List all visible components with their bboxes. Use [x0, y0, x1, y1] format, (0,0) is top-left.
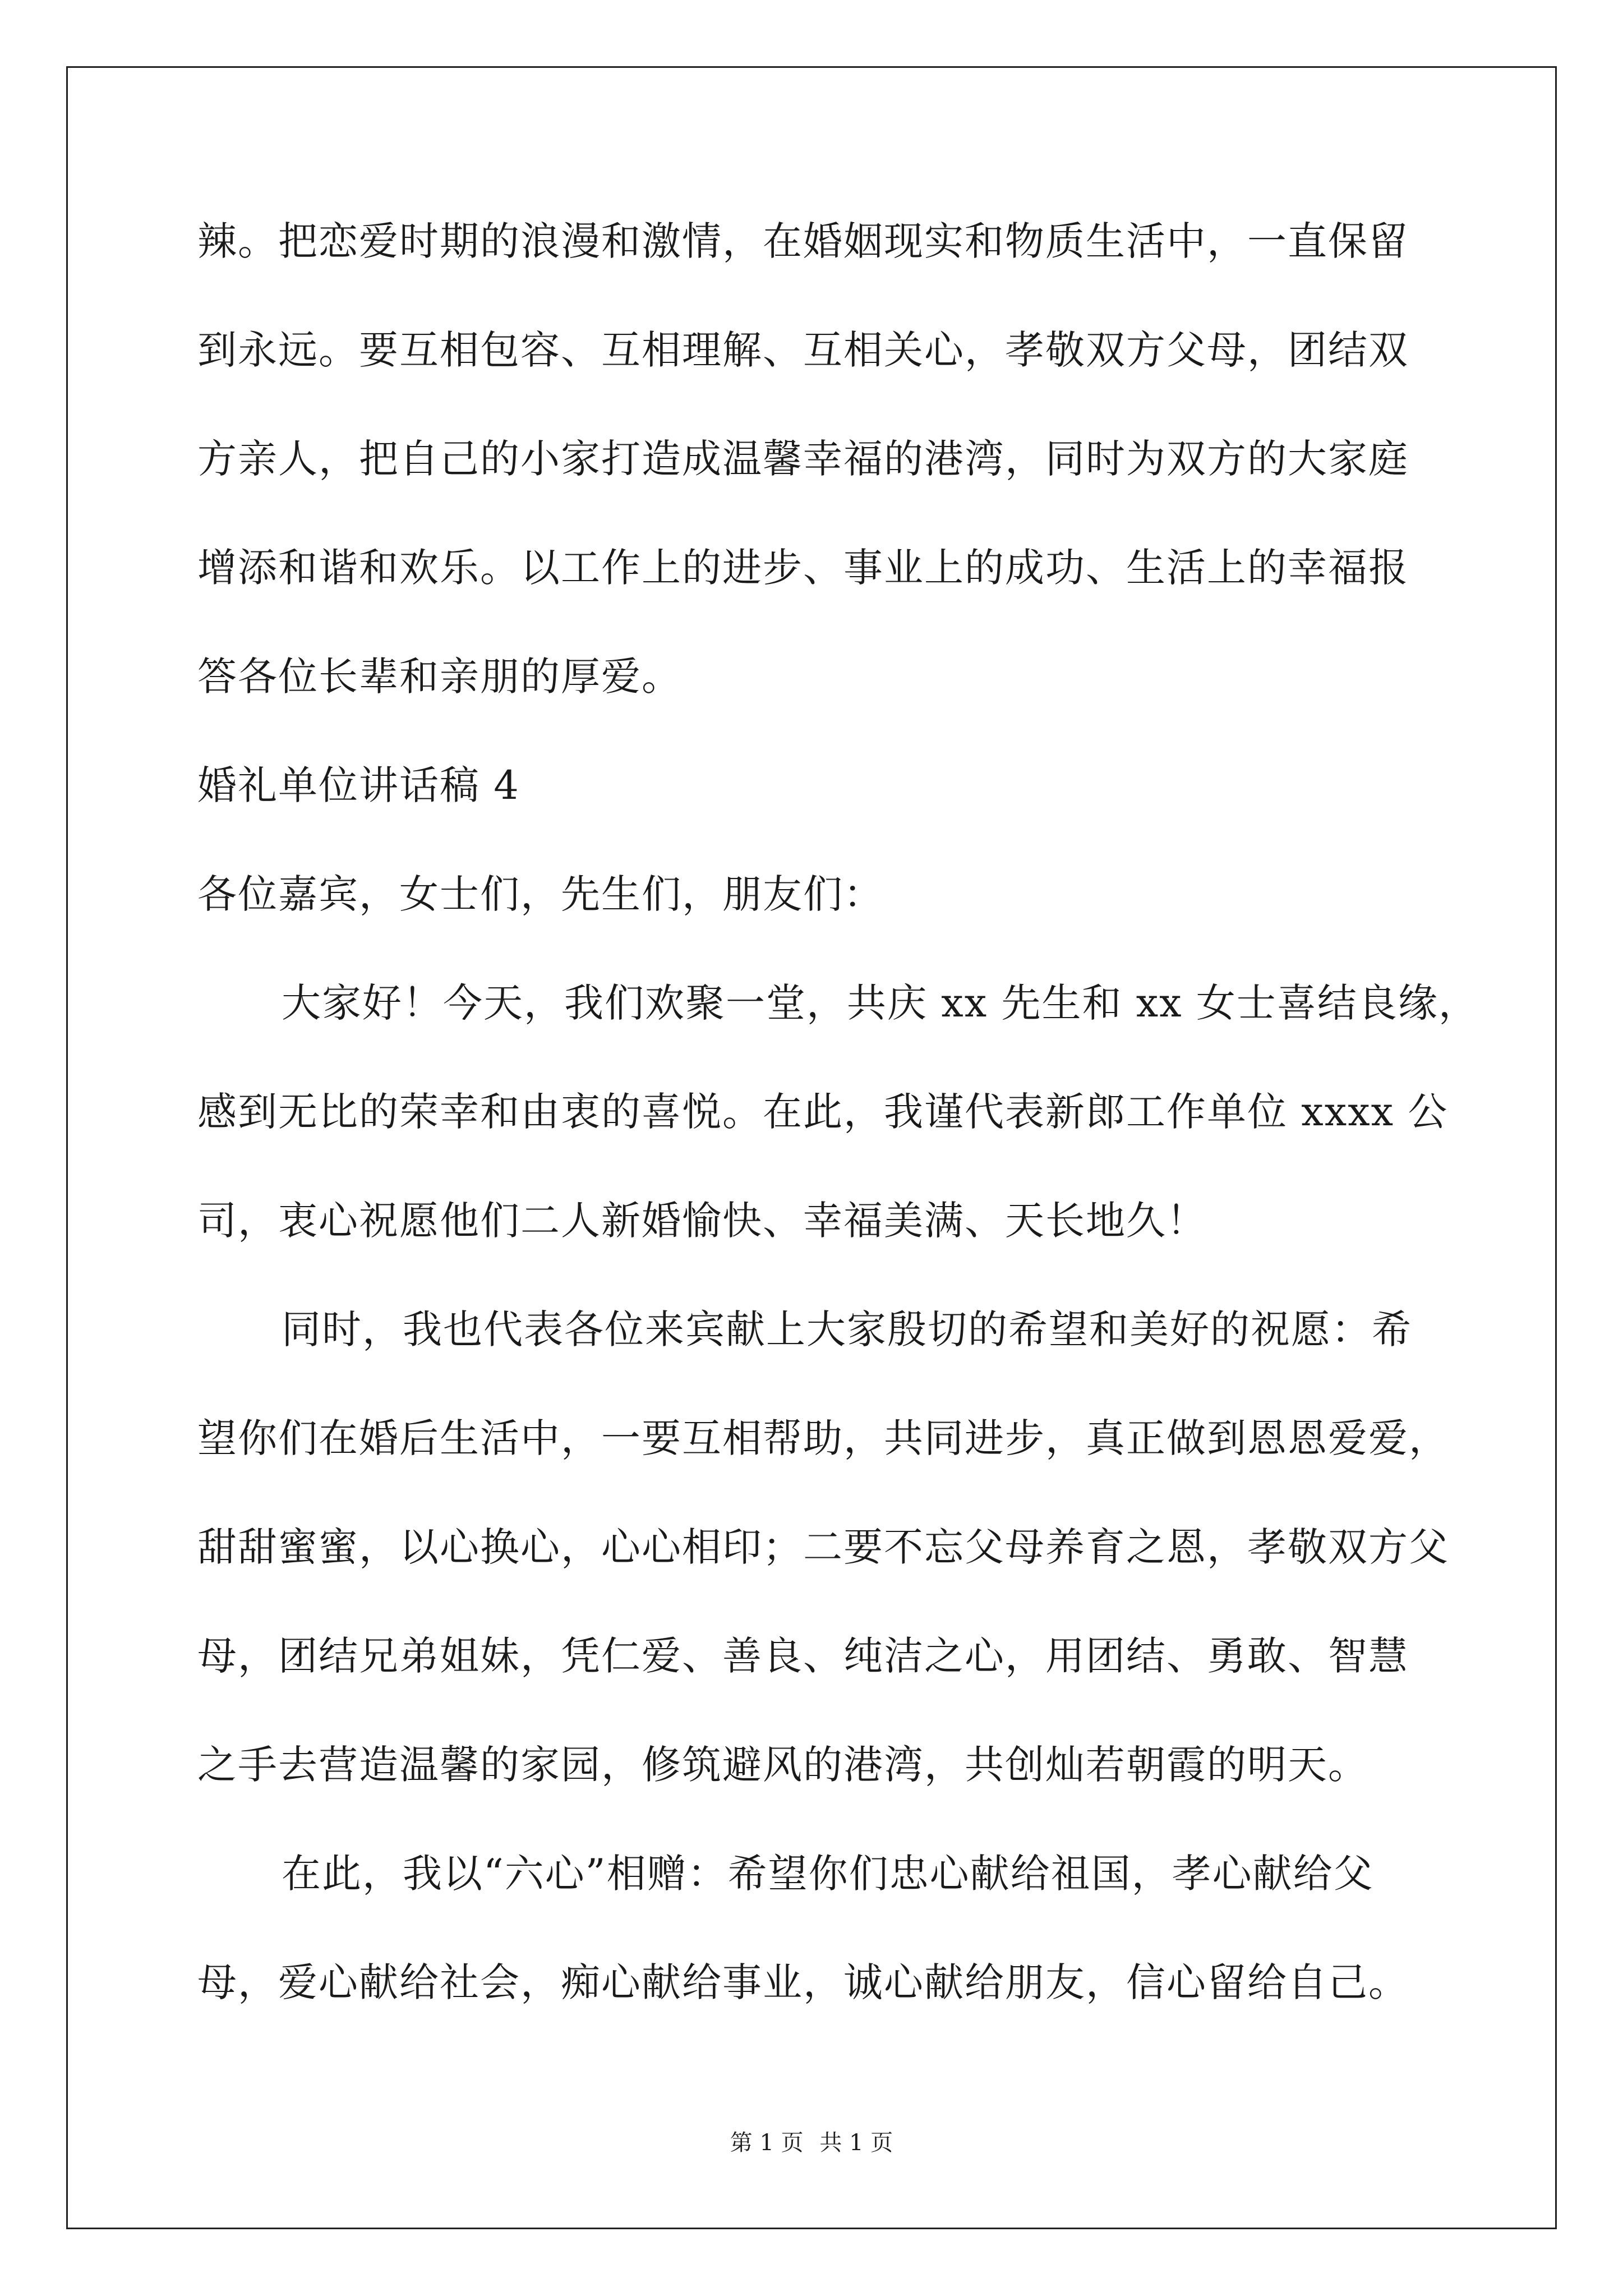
section-heading: 婚礼单位讲话稿 4 — [197, 762, 520, 808]
paragraph-line: 答各位长辈和亲朋的厚爱。 — [197, 654, 682, 700]
paragraph-line: 母，团结兄弟姐妹，凭仁爱、善良、纯洁之心，用团结、勇敢、智慧 — [197, 1633, 1409, 1679]
salutation: 各位嘉宾，女士们，先生们，朋友们： — [197, 871, 884, 917]
paragraph-line: 甜甜蜜蜜，以心换心，心心相印；二要不忘父母养育之恩，孝敬双方父 — [197, 1524, 1449, 1570]
page-footer — [0, 2129, 1623, 2157]
paragraph-line: 之手去营造温馨的家园，修筑避风的港湾，共创灿若朝霞的明天。 — [197, 1742, 1368, 1788]
paragraph-line: 到永远。要互相包容、互相理解、互相关心，孝敬双方父母，团结双 — [197, 327, 1409, 373]
paragraph-line: 感到无比的荣幸和由衷的喜悦。在此，我谨代表新郎工作单位 xxxx 公 — [197, 1089, 1449, 1135]
paragraph-line: 司，衷心祝愿他们二人新婚愉快、幸福美满、天长地久！ — [197, 1198, 1207, 1244]
page-total: 共 1 页 — [819, 2130, 893, 2156]
page-number: 第 1 页 — [730, 2130, 804, 2156]
paragraph-line: 母，爱心献给社会，痴心献给事业，诚心献给朋友，信心留给自己。 — [197, 1959, 1409, 2005]
paragraph-line: 辣。把恋爱时期的浪漫和激情，在婚姻现实和物质生活中，一直保留 — [197, 218, 1409, 264]
page-border — [66, 66, 1557, 2229]
paragraph-line: 同时，我也代表各位来宾献上大家殷切的希望和美好的祝愿：希 — [282, 1306, 1412, 1352]
paragraph-line: 增添和谐和欢乐。以工作上的进步、事业上的成功、生活上的幸福报 — [197, 545, 1409, 591]
paragraph-line: 望你们在婚后生活中，一要互相帮助，共同进步，真正做到恩恩爱爱， — [197, 1415, 1449, 1461]
paragraph-line: 大家好！今天，我们欢聚一堂，共庆 xx 先生和 xx 女士喜结良缘， — [282, 980, 1479, 1026]
paragraph-line: 在此，我以“六心”相赠：希望你们忠心献给祖国，孝心献给父 — [282, 1851, 1374, 1897]
paragraph-line: 方亲人，把自己的小家打造成温馨幸福的港湾，同时为双方的大家庭 — [197, 436, 1409, 482]
